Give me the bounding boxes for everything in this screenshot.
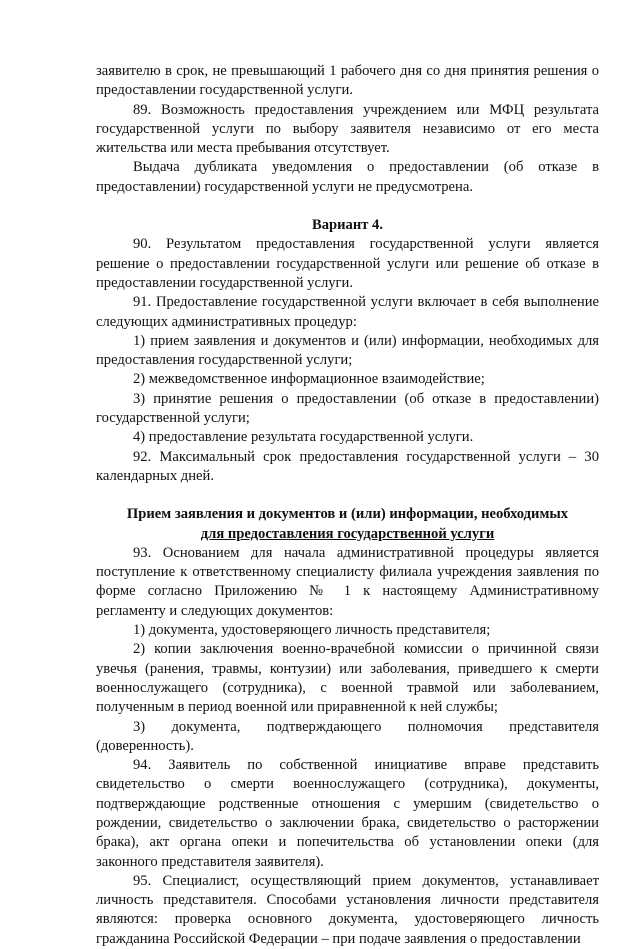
paragraph-92: 92. Максимальный срок предоставления государственной услуги – 30 календарных дней. bbox=[96, 448, 599, 484]
document-page bbox=[96, 62, 599, 949]
paragraph-93-item-3: 3) документа, подтверждающего полномочия представителя (доверенность). bbox=[96, 718, 599, 754]
paragraph-91-item-3: 3) принятие решения о предоставлении (об отказе в предоставлении) государственной услуги; bbox=[96, 390, 599, 427]
spacer bbox=[96, 486, 599, 505]
paragraph-duplicate: Выдача дубликата уведомления о предоставлении (об отказе в предоставлении) государственной услуги не предусмотрена. bbox=[96, 159, 599, 195]
paragraph-91: 91. Предоставление государственной услуги включает в себя выполнение следующих административных процедур: bbox=[96, 294, 599, 330]
spacer bbox=[96, 197, 599, 216]
paragraph-continuation: заявителю в срок, не превышающий 1 рабочего дня со дня принятия решения о предоставлении государственной услуги. bbox=[96, 63, 599, 99]
paragraph-93-item-1: 1) документа, удостоверяющего личность представителя; bbox=[133, 622, 491, 639]
paragraph-95: 95. Специалист, осуществляющий прием документов, устанавливает личность представителя. Способами установления личности представителя являются: проверка основного документа, удостоверяющего личность гражданина Российской Федерации – при подаче заявления о предоставлении bbox=[96, 872, 599, 947]
paragraph-93: 93. Основанием для начала административной процедуры является поступление к ответственному специалисту филиала учреждения заявления по форме согласно Приложению № 1 к настоящему Административному регламенту и следующих документов: bbox=[96, 544, 599, 619]
heading-section-line-1: Прием заявления и документов и (или) информации, необходимых bbox=[126, 506, 569, 523]
heading-variant-4: Вариант 4. bbox=[311, 217, 384, 234]
paragraph-89: 89. Возможность предоставления учреждением или МФЦ результата государственной услуги по выбору заявителя независимо от его места жительства или места пребывания отсутствует. bbox=[96, 101, 599, 157]
paragraph-91-item-2: 2) межведомственное информационное взаимодействие; bbox=[133, 371, 485, 388]
heading-section-line-2-text: для предоставления государственной услуги bbox=[200, 525, 495, 542]
paragraph-91-item-1: 1) прием заявления и документов и (или) информации, необходимых для предоставления государственной услуги; bbox=[96, 332, 599, 369]
paragraph-90: 90. Результатом предоставления государственной услуги является решение о предоставлении государственной услуги или решение об отказе в предоставлении государственной услуги. bbox=[96, 236, 599, 291]
heading-section-line-2 bbox=[96, 525, 599, 544]
paragraph-93-item-2: 2) копии заключения военно-врачебной комиссии о причинной связи увечья (ранения, травмы, контузии) или заболевания, приведшего к смерти военнослужащего (сотрудника), с военной травмой или заболеванием, полученным в период военной или приравненной к ней службы; bbox=[96, 641, 599, 716]
paragraph-91-item-4: 4) предоставление результата государственной услуги. bbox=[133, 429, 474, 446]
paragraph-94: 94. Заявитель по собственной инициативе вправе представить свидетельство о смерти военнослужащего (сотрудника), документы, подтверждающие родственные отношения с умершим (свидетельство о рождении, свидетельство о заключении брака, свидетельство о расторжении брака), акт органа опеки и попечительства об установлении опеки (для законного представителя заявителя). bbox=[96, 757, 599, 870]
